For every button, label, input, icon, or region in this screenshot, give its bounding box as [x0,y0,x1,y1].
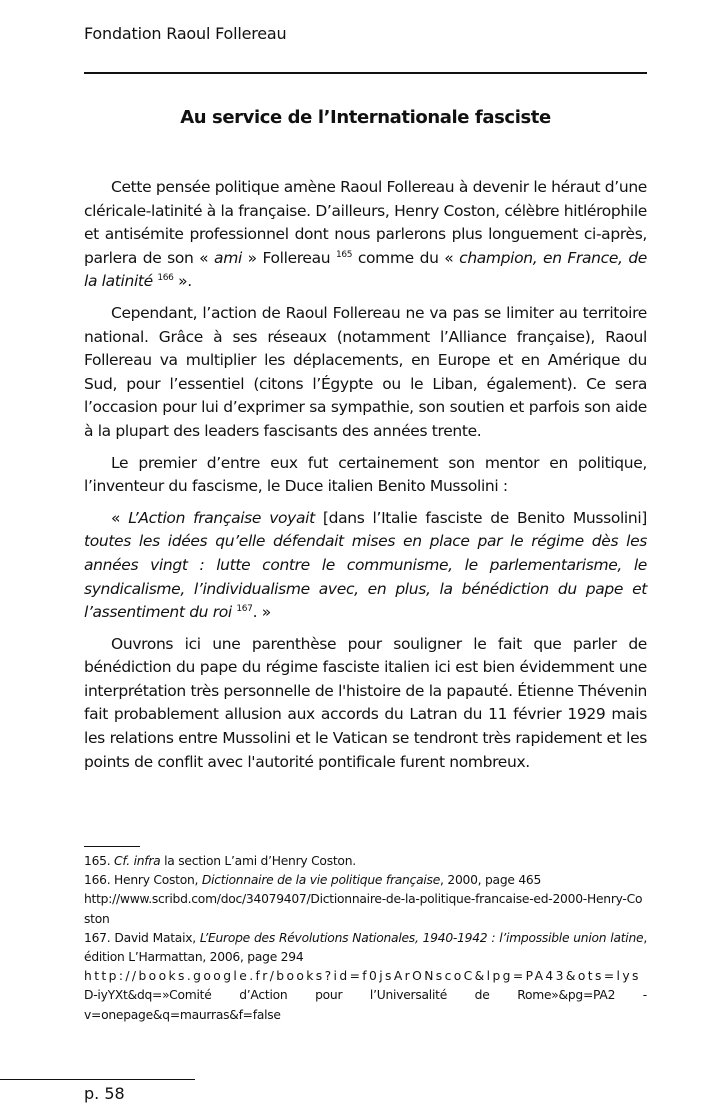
body-text [84,176,647,782]
footnote-167-author: David Mataix, [114,930,200,945]
footnote-167-title: L’Europe des Révolutions Nationales, 1940-1942 : l’impossible union latine [199,930,644,945]
footnote-166-author: Henry Coston, [114,873,202,888]
footnote-167-number: 167. [84,930,115,945]
footnote-166 [84,871,647,890]
paragraph-1-text-d: ». [173,272,192,291]
quote-open: « [111,508,129,527]
quote-italic-a: L’Action française voyait [128,508,315,527]
paragraph-3: Le premier d’entre eux fut certainement son mentor en politique, l’inventeur du fascisme, le Duce italien Benito Mussolini : [84,453,647,496]
footnote-167-details: , édition L’Harmattan, 2006, page 294 [84,930,648,965]
paragraph-1-text-c: comme du « [352,248,460,267]
footnote-ref-167[interactable]: 167 [236,604,253,615]
footnote-166-number: 166. [84,873,115,888]
paragraph-4: Ouvrons ici une parenthèse pour souligner le fait que parler de bénédiction du pape du régime fasciste italien ici est bien évidemment une interprétation très personnelle de l'histoire de la papauté. Étienne Thévenin fait probablement allusion aux accords du Latran du 11 février 1929 mais les relations entre Mussolini et le Vatican se tendront très rapidement et les points de conflit avec l'autorité pontificale furent nombreux. [84,634,647,771]
footnote-165-text: la section L’ami d’Henry Coston. [160,854,356,868]
footnote-166-title: Dictionnaire de la vie politique française [201,873,441,888]
footnote-ref-166[interactable]: 166 [157,273,174,284]
quote-bracket: [dans l’Italie fasciste de Benito Mussolini] [314,508,648,527]
paragraph-2: Cependant, l’action de Raoul Follereau ne va pas se limiter au territoire national. Grâce à ses réseaux (notamment l’Alliance française), Raoul Follereau va multiplier les déplacements, en Europe et en Amérique du Sud, pour l’essentiel (citons l’Égypte ou le Liban, également). Ce sera l’occasion pour lui d’exprimer sa sympathie, son soutien et parfois son aide à la plupart des leaders fascisants des années trente. [84,303,647,440]
paragraph-1-italic-champion: champion, en France, de la latinité [84,248,647,291]
page-number: p. 58 [84,1084,125,1103]
paragraph-1-text-a: Cette pensée politique amène Raoul Follereau à devenir le héraut d’une cléricale-latinité à la française. D’ailleurs, Henry Coston, célèbre hitlérophile et antisémite professionnel dont nous parlerons plus longuement ci-après, parlera de son « [84,178,647,267]
quote-close: . » [252,603,271,622]
paragraph-1-text-b: » Follereau [241,248,336,267]
footnote-165-italic: Cf. infra [114,854,161,868]
footer-rule [0,1079,195,1080]
quote-paragraph [84,507,647,625]
footnotes [84,852,647,1025]
paragraph-1 [84,176,647,294]
section-title: Au service de l’Internationale fasciste [180,107,551,128]
footnote-166-url[interactable]: http://www.scribd.com/doc/34079407/Dictionnaire-de-la-politique-francaise-ed-2000-Henry-Coston [84,892,643,926]
footnote-165 [84,852,647,871]
footnote-ref-165[interactable]: 165 [335,249,353,260]
paragraph-1-italic-ami: ami [214,248,242,267]
footnote-167-url-line-1[interactable]: http://books.google.fr/books?id=f0jsArONscoC&lpg=PA43&ots=lys [84,969,641,984]
running-head: Fondation Raoul Follereau [84,24,287,43]
footnote-rule [84,846,140,847]
footnote-167 [84,929,647,967]
header-rule [84,72,647,74]
footnote-167-url-line-2[interactable]: D-iyYXt&dq=»Comité d’Action pour l’Universalité de Rome»&pg=PA2 -v=onepage&q=maurras&f=false [84,988,647,1022]
footnote-166-details: , 2000, page 465 [440,873,542,888]
quote-italic-b: toutes les idées qu’elle défendait mises en place par le régime dès les années vingt : lutte contre le communisme, le parlementarisme, le syndicalisme, l’individualisme avec, en plus, la bénédiction du pape et l’assentiment du roi [84,532,647,622]
footnote-165-number: 165. [84,854,115,868]
